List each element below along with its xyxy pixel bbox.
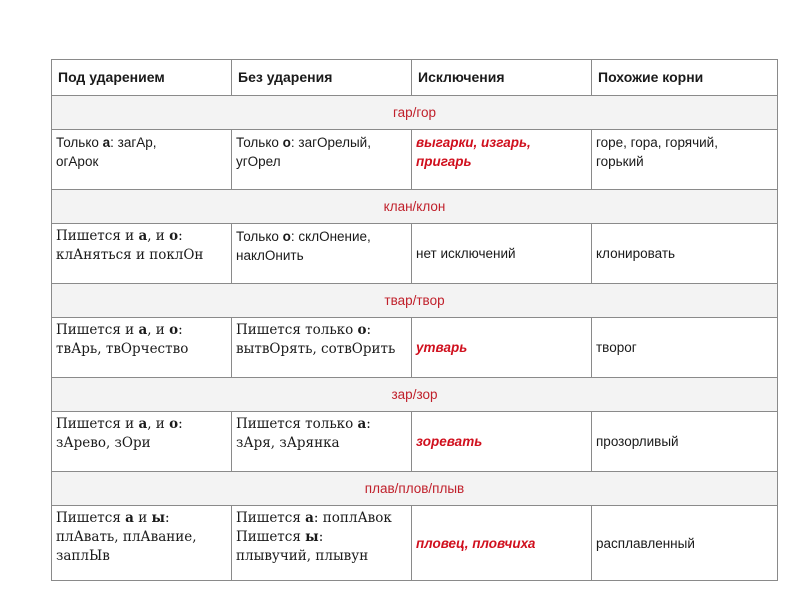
- similar-cell: творог: [592, 318, 778, 378]
- header-row: [52, 60, 778, 96]
- table-row: [52, 318, 778, 378]
- root-label: плав/плов/плыв: [52, 472, 778, 506]
- exceptions-cell: утварь: [412, 318, 592, 378]
- section-row: [52, 378, 778, 412]
- unstressed-cell: Пишется только о: вытвОрять, сотвОрить: [232, 318, 412, 378]
- similar-cell: расплавленный: [592, 506, 778, 581]
- section-row: [52, 472, 778, 506]
- section-row: [52, 190, 778, 224]
- stressed-cell: Пишется а и ы: плАвать, плАвание, заплЫв: [52, 506, 232, 581]
- exceptions-cell: выгарки, изгарь, пригарь: [412, 130, 592, 190]
- exceptions-cell: зоревать: [412, 412, 592, 472]
- header-exceptions: Исключения: [412, 60, 592, 96]
- root-label: зар/зор: [52, 378, 778, 412]
- root-label: твар/твор: [52, 284, 778, 318]
- root-label: гар/гор: [52, 96, 778, 130]
- exceptions-cell: нет исключений: [412, 224, 592, 284]
- header-unstressed: Без ударения: [232, 60, 412, 96]
- unstressed-cell: Пишется только а: зАря, зАрянка: [232, 412, 412, 472]
- section-row: [52, 96, 778, 130]
- table-row: [52, 412, 778, 472]
- similar-cell: горе, гора, горячий, горький: [592, 130, 778, 190]
- stressed-cell: Только а: загАр, огАрок: [52, 130, 232, 190]
- header-stressed: Под ударением: [52, 60, 232, 96]
- table-row: [52, 130, 778, 190]
- root-label: клан/клон: [52, 190, 778, 224]
- header-similar: Похожие корни: [592, 60, 778, 96]
- stressed-cell: Пишется и а, и о: зАрево, зОри: [52, 412, 232, 472]
- roots-table: [51, 59, 778, 581]
- unstressed-cell: Только о: склОнение, наклОнить: [232, 224, 412, 284]
- stressed-cell: Пишется и а, и о: клАняться и поклОн: [52, 224, 232, 284]
- table-row: [52, 506, 778, 581]
- table-row: [52, 224, 778, 284]
- unstressed-cell: Пишется а: поплАвок Пишется ы: плывучий, плывун: [232, 506, 412, 581]
- exceptions-cell: пловец, пловчиха: [412, 506, 592, 581]
- unstressed-cell: Только о: загОрелый, угОрел: [232, 130, 412, 190]
- similar-cell: прозорливый: [592, 412, 778, 472]
- section-row: [52, 284, 778, 318]
- stressed-cell: Пишется и а, и о: твАрь, твОрчество: [52, 318, 232, 378]
- similar-cell: клонировать: [592, 224, 778, 284]
